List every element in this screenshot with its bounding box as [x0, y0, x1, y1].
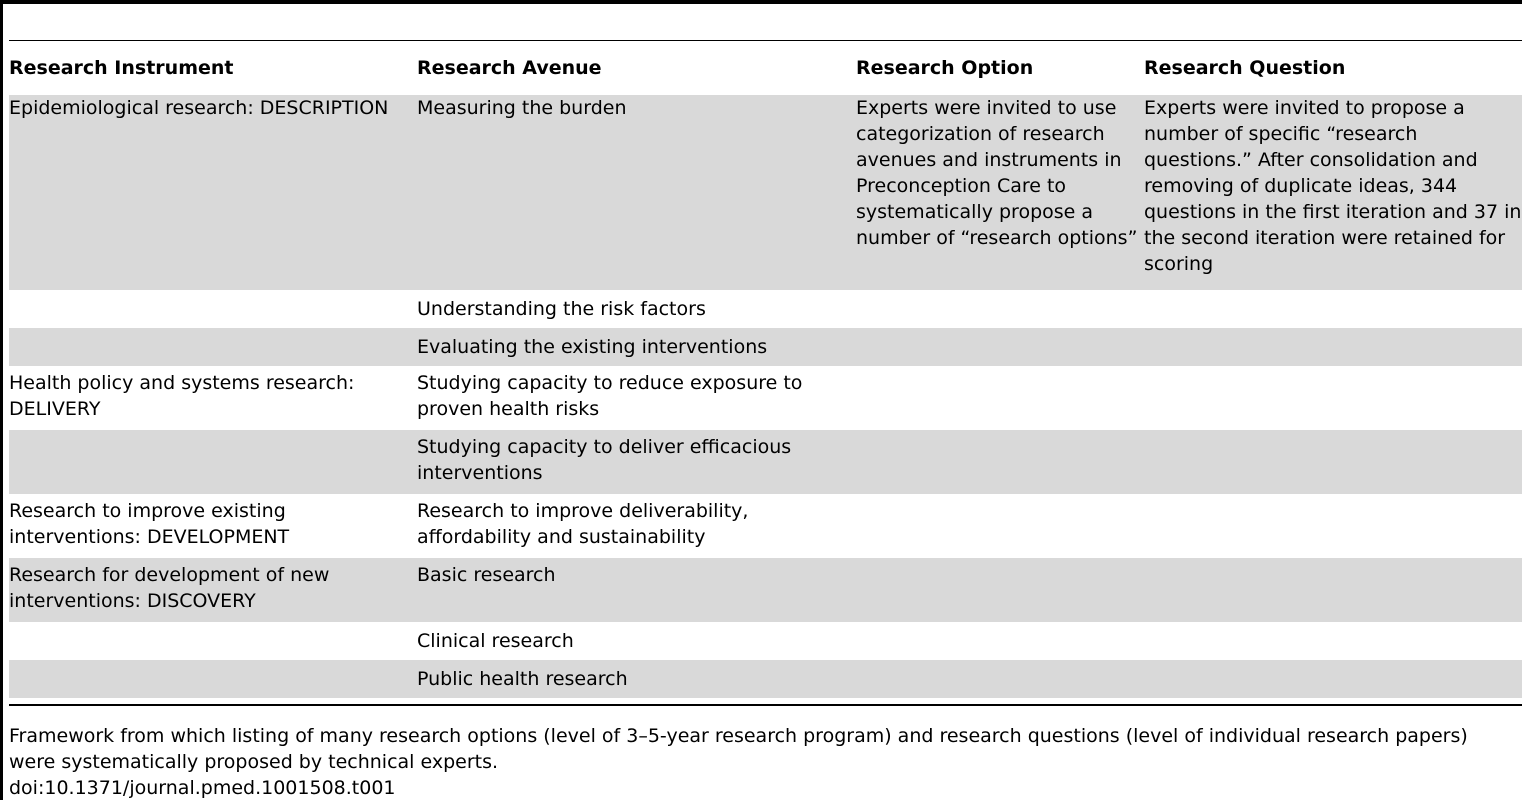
cell-question: [1144, 366, 1522, 430]
cell-question: [1144, 558, 1522, 622]
cell-question: [1144, 494, 1522, 558]
table-row: [9, 558, 1522, 622]
cell-question: [1144, 660, 1522, 698]
cell-instrument: [9, 328, 417, 366]
cell-avenue: Basic research: [417, 558, 856, 622]
cell-instrument: [9, 290, 417, 328]
cell-question: [1144, 328, 1522, 366]
table-header-row: [9, 41, 1522, 95]
table-row: [9, 622, 1522, 660]
cell-avenue: Public health research: [417, 660, 856, 698]
cell-option: [856, 622, 1144, 660]
cell-question: [1144, 290, 1522, 328]
cell-avenue: Studying capacity to deliver efficacious interventions: [417, 430, 856, 494]
cell-option: [856, 494, 1144, 558]
cell-option: [856, 366, 1144, 430]
table-footnote: Framework from which listing of many research options (level of 3–5-year research program) and research questions (level of individual research papers) were systematically proposed by technical experts.: [9, 725, 1468, 773]
table-row: [9, 366, 1522, 430]
cell-question: Experts were invited to propose a number of specific “research questions.” After consolidation and removing of duplicate ideas, 344 questions in the first iteration and 37 in the second iteration were retained for scoring: [1144, 95, 1522, 290]
cell-avenue: Clinical research: [417, 630, 574, 652]
cell-option: [856, 430, 1144, 494]
table-row: [9, 328, 1522, 366]
table-row: [9, 290, 1522, 328]
cell-option: Experts were invited to use categorization of research avenues and instruments in Preconception Care to systematically propose a number of “research options”: [856, 95, 1144, 290]
table-row: [9, 430, 1522, 494]
cell-instrument: [9, 430, 417, 494]
cell-avenue: Research to improve deliverability, affordability and sustainability: [417, 500, 749, 548]
cell-avenue: Understanding the risk factors: [417, 298, 706, 320]
cell-option: [856, 290, 1144, 328]
bottom-rule: [9, 704, 1522, 706]
cell-instrument: Research for development of new interventions: DISCOVERY: [9, 558, 417, 622]
cell-instrument: Epidemiological research: DESCRIPTION: [9, 95, 417, 290]
cell-instrument: Health policy and systems research: DELIVERY: [9, 372, 355, 420]
table-row: [9, 95, 1522, 290]
header-research-question: Research Question: [1144, 41, 1522, 95]
cell-avenue: Studying capacity to reduce exposure to proven health risks: [417, 372, 803, 420]
doi-link[interactable]: doi:10.1371/journal.pmed.1001508.t001: [9, 777, 396, 799]
cell-avenue: Evaluating the existing interventions: [417, 328, 856, 366]
cell-option: [856, 660, 1144, 698]
header-research-instrument: Research Instrument: [9, 41, 417, 95]
cell-option: [856, 328, 1144, 366]
top-rule: [0, 0, 1522, 4]
cell-question: [1144, 430, 1522, 494]
cell-instrument: [9, 660, 417, 698]
cell-option: [856, 558, 1144, 622]
cell-avenue: Measuring the burden: [417, 95, 856, 290]
header-research-avenue: Research Avenue: [417, 41, 856, 95]
left-border: [0, 0, 3, 800]
cell-instrument: [9, 622, 417, 660]
table-row: [9, 494, 1522, 558]
cell-instrument: Research to improve existing interventions: DEVELOPMENT: [9, 500, 290, 548]
table-row: [9, 660, 1522, 698]
research-framework-table: [9, 41, 1522, 698]
header-research-option: Research Option: [856, 41, 1144, 95]
cell-question: [1144, 622, 1522, 660]
